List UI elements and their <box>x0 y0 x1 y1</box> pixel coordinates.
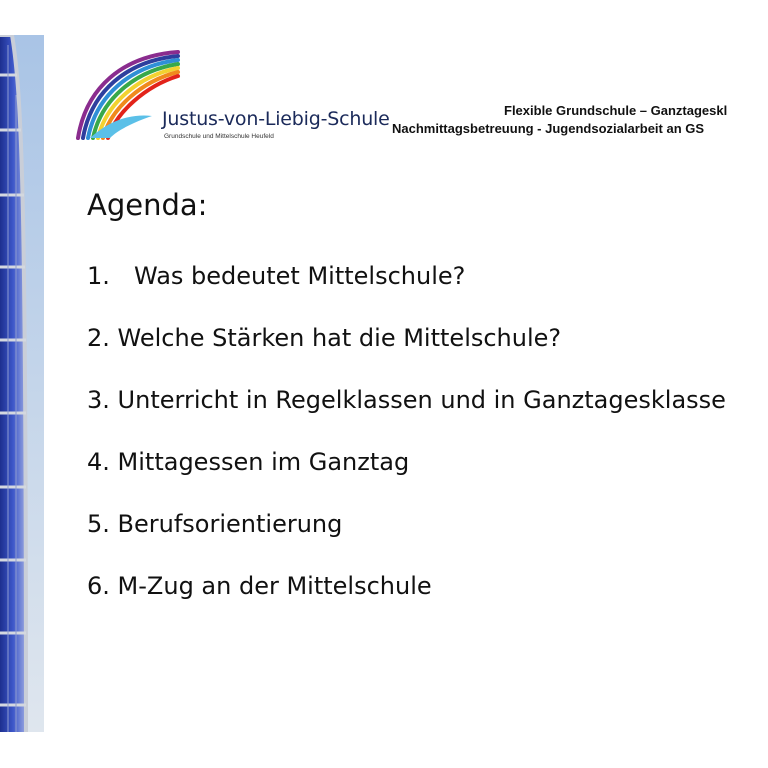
agenda-item-4 <box>87 446 726 508</box>
school-subtitle: Grundschule und Mittelschule Heufeld <box>164 133 274 140</box>
header <box>392 102 768 138</box>
building-illustration <box>0 35 44 732</box>
agenda-item-text: Berufsorientierung <box>117 510 343 538</box>
agenda-item-number: 6. <box>87 572 110 600</box>
agenda-item-3 <box>87 384 726 446</box>
agenda-list <box>87 260 726 632</box>
header-line-1: Flexible Grundschule – Ganztageskl <box>504 103 728 118</box>
school-name: Justus-von-Liebig-Schule <box>162 108 390 130</box>
agenda-item-text: Mittagessen im Ganztag <box>117 448 410 476</box>
school-logo <box>72 48 390 148</box>
agenda-item-2 <box>87 322 726 384</box>
header-line-2: Nachmittagsbetreuung - Jugendsozialarbeit an GS <box>392 121 705 136</box>
agenda-item-text: Unterricht in Regelklassen und in Ganztagesklasse <box>117 386 726 414</box>
agenda-item-6 <box>87 570 726 632</box>
agenda-item-text: M-Zug an der Mittelschule <box>117 572 432 600</box>
agenda-item-number: 4. <box>87 448 110 476</box>
agenda-item-1 <box>87 260 726 322</box>
agenda-item-number: 5. <box>87 510 110 538</box>
agenda-item-number: 3. <box>87 386 110 414</box>
agenda-item-number: 1. <box>87 262 110 290</box>
agenda-item-5 <box>87 508 726 570</box>
agenda-item-text: Welche Stärken hat die Mittelschule? <box>117 324 562 352</box>
building-photo <box>0 35 44 732</box>
agenda-item-number: 2. <box>87 324 110 352</box>
agenda-title: Agenda: <box>87 188 208 222</box>
agenda-item-text: Was bedeutet Mittelschule? <box>134 262 466 290</box>
